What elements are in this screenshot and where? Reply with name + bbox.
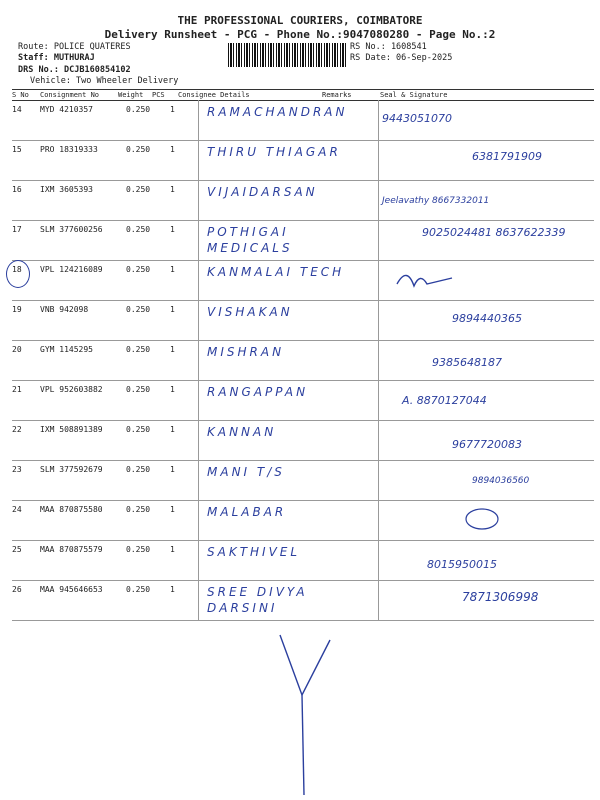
signature-scribble xyxy=(392,264,462,294)
signature-mark: 9894036560 xyxy=(472,476,530,486)
weight-cell: 0.250 xyxy=(126,425,151,434)
consignment-cell: SLM 377592679 xyxy=(40,465,103,474)
table-row xyxy=(12,180,594,221)
drs-label: DRS No.: DCJB160854102 xyxy=(18,65,131,75)
consignee-handwriting: MISHRAN xyxy=(207,345,285,359)
weight-cell: 0.250 xyxy=(126,105,151,114)
signature-scribble xyxy=(270,625,340,800)
column-divider xyxy=(378,420,379,460)
column-divider xyxy=(378,140,379,180)
pcs-cell: 1 xyxy=(170,185,175,194)
table-row xyxy=(12,100,594,141)
pcs-cell: 1 xyxy=(170,345,175,354)
sno-cell: 22 xyxy=(12,425,22,434)
consignment-cell: VPL 124216089 xyxy=(40,265,103,274)
sno-cell: 17 xyxy=(12,225,22,234)
signature-mark: 9443051070 xyxy=(382,112,452,125)
consignee-handwriting: KANMALAI TECH xyxy=(207,265,345,279)
consignee-handwriting: POTHIGAI MEDICALS xyxy=(207,225,293,255)
pcs-cell: 1 xyxy=(170,265,175,274)
table-row xyxy=(12,260,594,301)
weight-cell: 0.250 xyxy=(126,465,151,474)
consignee-handwriting: RAMACHANDRAN xyxy=(207,105,348,119)
runsheet-subtitle: Delivery Runsheet - PCG - Phone No.:9047080280 - Page No.:2 xyxy=(104,28,496,41)
sno-cell: 26 xyxy=(12,585,22,594)
pcs-cell: 1 xyxy=(170,385,175,394)
consignment-cell: MAA 945646653 xyxy=(40,585,103,594)
signature-mark: 7871306998 xyxy=(462,590,539,604)
sno-cell: 21 xyxy=(12,385,22,394)
column-divider xyxy=(378,540,379,580)
consignment-cell: IXM 3605393 xyxy=(40,185,93,194)
pcs-cell: 1 xyxy=(170,585,175,594)
signature-mark: 6381791909 xyxy=(472,150,542,163)
table-row xyxy=(12,340,594,381)
column-divider xyxy=(198,420,199,460)
signature-mark: A. 8870127044 xyxy=(402,394,487,407)
signature-mark: 8015950015 xyxy=(427,558,497,571)
col-remarks: Remarks xyxy=(322,91,352,99)
signature-scribble xyxy=(462,506,502,532)
column-divider xyxy=(378,460,379,500)
rs-date: RS Date: 06-Sep-2025 xyxy=(350,53,453,63)
signature-mark: 9677720083 xyxy=(452,438,522,451)
pcs-cell: 1 xyxy=(170,425,175,434)
consignee-handwriting: THIRU THIAGAR xyxy=(207,145,341,159)
consignee-handwriting: VISHAKAN xyxy=(207,305,293,319)
sno-cell: 24 xyxy=(12,505,22,514)
col-consignee: Consignee Details xyxy=(178,91,250,99)
weight-cell: 0.250 xyxy=(126,385,151,394)
column-divider xyxy=(378,300,379,340)
column-divider xyxy=(198,100,199,140)
column-divider xyxy=(198,580,199,620)
column-divider xyxy=(378,500,379,540)
company-title: THE PROFESSIONAL COURIERS, COIMBATORE xyxy=(177,14,423,27)
pcs-cell: 1 xyxy=(170,465,175,474)
table-row xyxy=(12,540,594,581)
col-consignment: Consignment No xyxy=(40,91,100,99)
weight-cell: 0.250 xyxy=(126,585,151,594)
column-divider xyxy=(378,340,379,380)
consignment-cell: PRO 18319333 xyxy=(40,145,98,154)
column-divider xyxy=(378,380,379,420)
pcs-cell: 1 xyxy=(170,505,175,514)
column-divider xyxy=(198,380,199,420)
column-divider xyxy=(378,220,379,260)
consignment-cell: GYM 1145295 xyxy=(40,345,93,354)
column-divider xyxy=(378,180,379,220)
table-row xyxy=(12,420,594,461)
col-weight: Weight xyxy=(118,91,144,99)
consignee-handwriting: SAKTHIVEL xyxy=(207,545,301,559)
vehicle-label: Vehicle: Two Wheeler Delivery xyxy=(30,76,179,86)
consignment-cell: VPL 952603882 xyxy=(40,385,103,394)
pcs-cell: 1 xyxy=(170,305,175,314)
consignee-handwriting: SREE DIVYA DARSINI xyxy=(207,585,308,615)
signature-mark: 9385648187 xyxy=(432,356,502,369)
consignee-handwriting: VIJAIDARSAN xyxy=(207,185,318,199)
route-label: Route: POLICE QUATERES xyxy=(18,42,131,52)
table-row xyxy=(12,460,594,501)
consignee-handwriting: RANGAPPAN xyxy=(207,385,309,399)
column-divider xyxy=(198,220,199,260)
pcs-cell: 1 xyxy=(170,225,175,234)
signature-mark: 9894440365 xyxy=(452,312,522,325)
weight-cell: 0.250 xyxy=(126,225,151,234)
consignment-cell: VNB 942098 xyxy=(40,305,89,314)
column-divider xyxy=(198,500,199,540)
consignment-cell: MYD 4210357 xyxy=(40,105,93,114)
weight-cell: 0.250 xyxy=(126,545,151,554)
column-divider xyxy=(198,300,199,340)
col-sno: S No xyxy=(12,91,29,99)
column-divider xyxy=(198,260,199,300)
sno-cell: 16 xyxy=(12,185,22,194)
signature-mark: 9025024481 8637622339 xyxy=(422,226,566,239)
column-divider xyxy=(198,460,199,500)
sno-cell: 19 xyxy=(12,305,22,314)
sno-cell: 25 xyxy=(12,545,22,554)
sno-cell: 18 xyxy=(12,265,22,274)
weight-cell: 0.250 xyxy=(126,305,151,314)
col-pcs: PCS xyxy=(152,91,165,99)
consignee-handwriting: KANNAN xyxy=(207,425,277,439)
column-divider xyxy=(378,100,379,140)
column-divider xyxy=(378,580,379,620)
table-row xyxy=(12,580,594,621)
signature-mark: Jeelavathy 8667332011 xyxy=(382,196,490,206)
consignee-handwriting: MALABAR xyxy=(207,505,287,519)
column-divider xyxy=(198,540,199,580)
consignment-cell: IXM 508891389 xyxy=(40,425,103,434)
pcs-cell: 1 xyxy=(170,545,175,554)
barcode-image xyxy=(228,43,346,67)
consignment-cell: MAA 870875579 xyxy=(40,545,103,554)
sno-cell: 23 xyxy=(12,465,22,474)
pcs-cell: 1 xyxy=(170,145,175,154)
table-row xyxy=(12,380,594,421)
column-divider xyxy=(198,140,199,180)
sno-cell: 15 xyxy=(12,145,22,154)
weight-cell: 0.250 xyxy=(126,145,151,154)
weight-cell: 0.250 xyxy=(126,345,151,354)
consignee-handwriting: MANI T/S xyxy=(207,465,285,479)
table-row xyxy=(12,140,594,181)
table-row xyxy=(12,220,594,261)
weight-cell: 0.250 xyxy=(126,265,151,274)
sno-cell: 14 xyxy=(12,105,22,114)
consignment-cell: SLM 377600256 xyxy=(40,225,103,234)
rs-number: RS No.: 1608541 xyxy=(350,42,427,52)
table-row xyxy=(12,300,594,341)
column-divider xyxy=(198,340,199,380)
pcs-cell: 1 xyxy=(170,105,175,114)
staff-label: Staff: MUTHURAJ xyxy=(18,53,95,63)
weight-cell: 0.250 xyxy=(126,505,151,514)
sno-cell: 20 xyxy=(12,345,22,354)
table-row xyxy=(12,500,594,541)
weight-cell: 0.250 xyxy=(126,185,151,194)
column-divider xyxy=(198,180,199,220)
col-signature: Seal & Signature xyxy=(380,91,448,99)
column-divider xyxy=(378,260,379,300)
consignment-cell: MAA 870875580 xyxy=(40,505,103,514)
